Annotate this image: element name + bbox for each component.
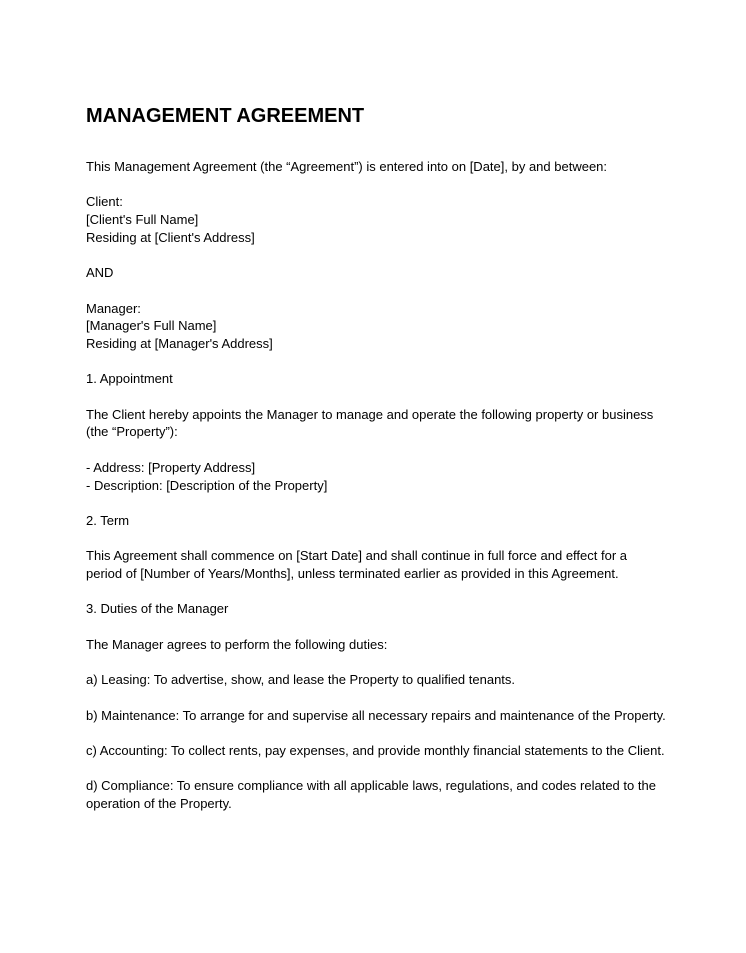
duties-text: The Manager agrees to perform the following duties: [86,636,388,652]
property-address-item: - Address: [Property Address] [86,459,256,475]
manager-block [86,300,666,353]
section-heading-term: 2. Term [86,512,130,528]
client-address: Residing at [Client's Address] [86,229,255,245]
document-body [86,158,666,830]
manager-name: [Manager's Full Name] [86,318,217,334]
property-list [86,459,666,494]
document-title: MANAGEMENT AGREEMENT [86,105,365,127]
duty-item-accounting: c) Accounting: To collect rents, pay expenses, and provide monthly financial statements to the Client. [86,743,665,758]
property-description-item: - Description: [Description of the Property] [86,477,328,493]
manager-label: Manager: [86,300,141,316]
duty-item-compliance: d) Compliance: To ensure compliance with all applicable laws, regulations, and codes related to the operation of the Property. [86,778,656,812]
client-label: Client: [86,194,123,210]
section-heading-appointment: 1. Appointment [86,371,173,387]
section-heading-duties: 3. Duties of the Manager [86,601,229,617]
duty-item-maintenance: b) Maintenance: To arrange for and supervise all necessary repairs and maintenance of the Property. [86,707,666,723]
manager-address: Residing at [Manager's Address] [86,335,273,351]
client-block [86,193,666,246]
client-name: [Client's Full Name] [86,212,199,228]
and-separator: AND [86,265,114,281]
duty-item-leasing: a) Leasing: To advertise, show, and lease the Property to qualified tenants. [86,672,516,688]
intro-paragraph: This Management Agreement (the “Agreement”) is entered into on [Date], by and between: [86,159,608,174]
appointment-text: The Client hereby appoints the Manager to manage and operate the following property or business (the “Property”): [86,406,654,440]
term-text: This Agreement shall commence on [Start Date] and shall continue in full force and effect for a period of [Number of Years/Months], unless terminated earlier as provided in this Agreement. [86,548,627,582]
